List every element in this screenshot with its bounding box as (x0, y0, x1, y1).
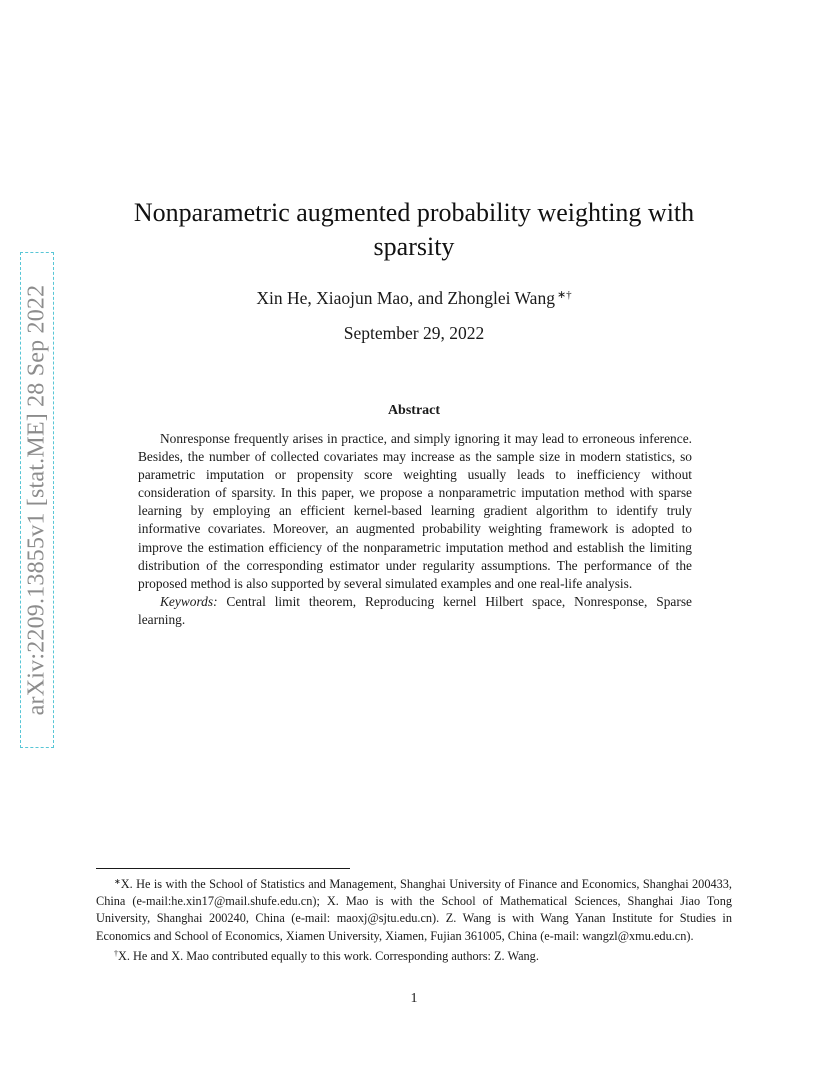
footnote-mark: † (114, 948, 118, 958)
abstract-section (138, 430, 692, 629)
paper-title-line-2: sparsity (373, 232, 455, 261)
footnote-text: X. He and X. Mao contributed equally to this work. Corresponding authors: Z. Wang. (118, 948, 539, 963)
footnote-equal-contribution (96, 945, 732, 965)
abstract-text: Nonresponse frequently arises in practice, and simply ignoring it may lead to erroneous inference. Besides, the number of collected covariates may increase as the sample size in modern statistics, so parametric imputation or propensity score weighting usually leads to inefficiency without consideration of sparsity. In this paper, we propose a nonparametric imputation method with sparse learning by employing an efficient kernel-based learning gradient algorithm to identify truly informative covariates. Moreover, an augmented probability weighting framework is adopted to improve the estimation efficiency of the nonparametric imputation method and establish the limiting distribution of the corresponding estimator under regularity assumptions. The performance of the proposed method is also supported by several simulated examples and one real-life analysis. (138, 431, 692, 591)
keywords-list: Central limit theorem, Reproducing kernel Hilbert space, Nonresponse, Sparse learning. (138, 593, 692, 627)
arxiv-identifier: arXiv:2209.13855v1 [stat.ME] 28 Sep 2022 (23, 284, 50, 716)
keywords (138, 593, 692, 629)
paper-title (90, 196, 738, 264)
footnote-affiliations (96, 873, 732, 945)
footnote-text: X. He is with the School of Statistics and Management, Shanghai University of Finance and Economics, Shanghai 200433, China (e-mail:he.xin17@mail.shufe.edu.cn); X. Mao is with the School of Mathematical Sciences, Shanghai Jiao Tong University, Shanghai 200240, China (e-mail: maoxj@sjtu.edu.cn). Z. Wang is with Wang Yanan Institute for Studies in Economics and School of Economics, Xiamen University, Xiamen, Fujian 361005, China (e-mail: wangzl@xmu.edu.cn). (96, 877, 732, 943)
page-number: 1 (410, 991, 418, 1006)
footnote-divider (96, 868, 350, 869)
abstract-heading: Abstract (387, 403, 441, 418)
author-list (90, 283, 738, 310)
footnotes (96, 873, 732, 965)
paper-title-line-1: Nonparametric augmented probability weighting with (133, 198, 695, 227)
publication-date: September 29, 2022 (343, 323, 485, 343)
keywords-label: Keywords: (160, 593, 218, 609)
author-names: Xin He, Xiaojun Mao, and Zhonglei Wang (256, 288, 555, 308)
author-footnote-marks: ∗† (556, 289, 572, 301)
footnote-mark: ∗ (114, 877, 121, 886)
